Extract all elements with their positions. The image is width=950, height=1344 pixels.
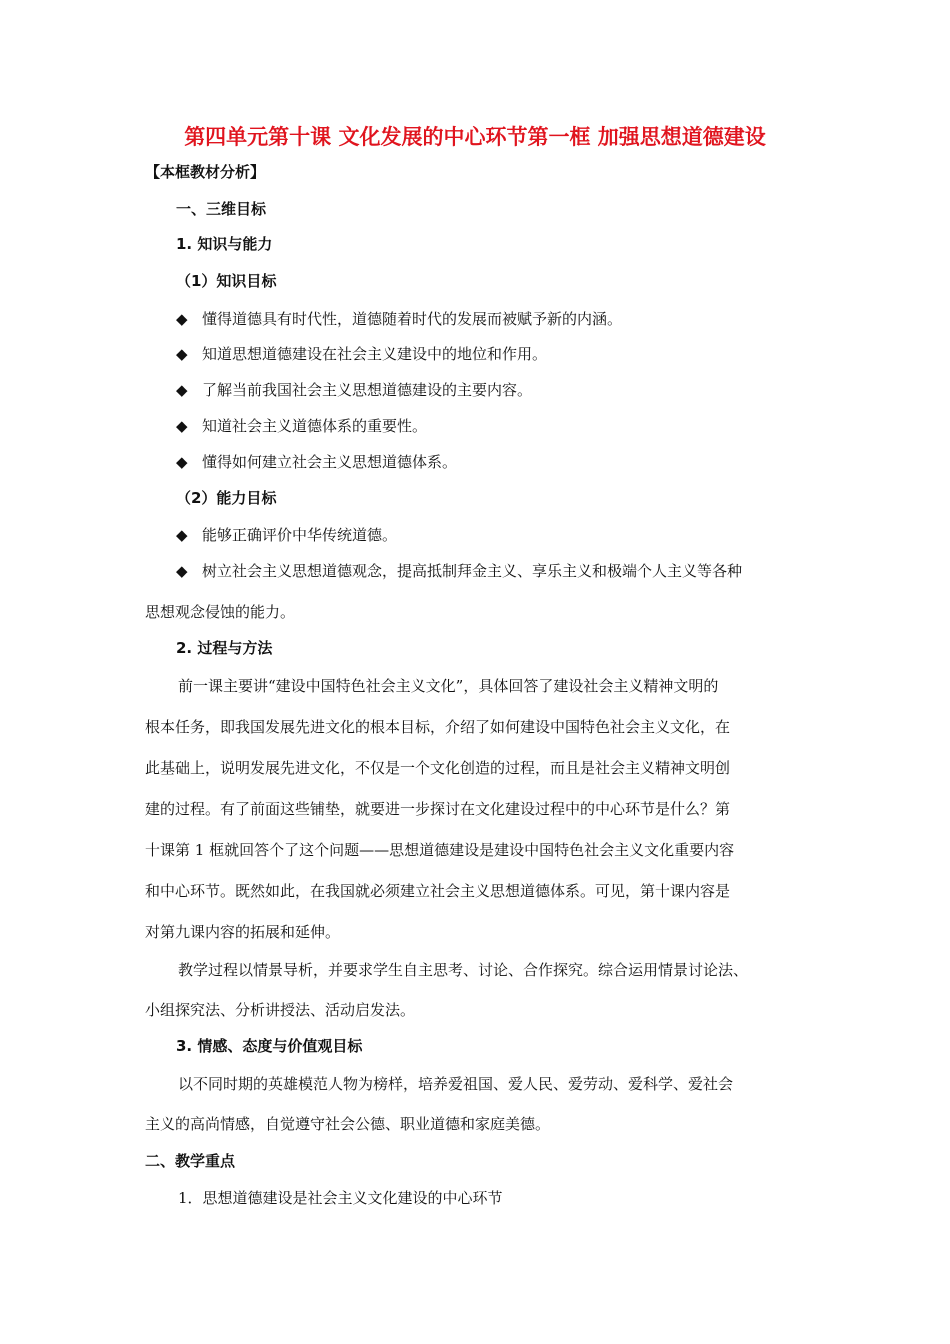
heading-knowledge-ability: 1. 知识与能力 (176, 235, 273, 253)
heading-ability-goal: （2）能力目标 (176, 489, 277, 507)
list-item (176, 415, 427, 437)
heading-emotion-values: 3. 情感、态度与价值观目标 (176, 1037, 363, 1055)
paragraph-line: 小组探究法、分析讲授法、活动启发法。 (145, 1001, 416, 1019)
paragraph-line: 主义的高尚情感，自觉遵守社会公德、职业道德和家庭美德。 (145, 1115, 551, 1133)
paragraph-line: 根本任务，即我国发展先进文化的根本目标，介绍了如何建设中国特色社会主义文化，在 (145, 718, 731, 736)
list-item-text: 懂得道德具有时代性，道德随着时代的发展而被赋予新的内涵。 (202, 310, 623, 328)
diamond-bullet-icon: ◆ (176, 562, 188, 580)
list-item (176, 524, 397, 546)
list-item (176, 379, 532, 401)
diamond-bullet-icon: ◆ (176, 345, 188, 363)
heading-key-points: 二、教学重点 (145, 1152, 236, 1170)
list-item-text: 了解当前我国社会主义思想道德建设的主要内容。 (202, 381, 533, 399)
paragraph-line: 十课第 1 框就回答个了这个问题——思想道德建设是建设中国特色社会主义文化重要内容 (145, 841, 735, 859)
list-item-text: 知道思想道德建设在社会主义建设中的地位和作用。 (202, 345, 548, 363)
list-item-text: 能够正确评价中华传统道德。 (202, 526, 398, 544)
heading-process-method: 2. 过程与方法 (176, 639, 273, 657)
key-point-item: 1．思想道德建设是社会主义文化建设的中心环节 (178, 1189, 503, 1207)
paragraph-line: 建的过程。有了前面这些铺垫，就要进一步探讨在文化建设过程中的中心环节是什么？第 (145, 800, 731, 818)
heading-knowledge-goal: （1）知识目标 (176, 272, 277, 290)
list-item (176, 451, 457, 473)
list-item-text: 知道社会主义道德体系的重要性。 (202, 417, 428, 435)
list-item (176, 343, 547, 365)
paragraph-line: 以不同时期的英雄模范人物为榜样，培养爱祖国、爱人民、爱劳动、爱科学、爱社会 (178, 1075, 734, 1093)
list-item (176, 308, 622, 330)
list-item-text: 懂得如何建立社会主义思想道德体系。 (202, 453, 458, 471)
paragraph-line: 此基础上，说明发展先进文化，不仅是一个文化创造的过程，而且是社会主义精神文明创 (145, 759, 731, 777)
paragraph-line: 和中心环节。既然如此，在我国就必须建立社会主义思想道德体系。可见，第十课内容是 (145, 882, 731, 900)
list-item-continuation: 思想观念侵蚀的能力。 (145, 603, 296, 621)
paragraph-line: 前一课主要讲“建设中国特色社会主义文化”，具体回答了建设社会主义精神文明的 (178, 677, 719, 695)
paragraph-line: 教学过程以情景导析，并要求学生自主思考、讨论、合作探究。综合运用情景讨论法、 (178, 961, 749, 979)
diamond-bullet-icon: ◆ (176, 526, 188, 544)
diamond-bullet-icon: ◆ (176, 417, 188, 435)
list-item (176, 560, 742, 582)
paragraph-line: 对第九课内容的拓展和延伸。 (145, 923, 341, 941)
heading-three-dim-goals: 一、三维目标 (176, 200, 267, 218)
diamond-bullet-icon: ◆ (176, 310, 188, 328)
section-header: 【本框教材分析】 (145, 163, 266, 181)
diamond-bullet-icon: ◆ (176, 453, 188, 471)
list-item-text: 树立社会主义思想道德观念，提高抵制拜金主义、享乐主义和极端个人主义等各种 (202, 562, 743, 580)
document-title: 第四单元第十课 文化发展的中心环节第一框 加强思想道德建设 (184, 125, 766, 149)
diamond-bullet-icon: ◆ (176, 381, 188, 399)
